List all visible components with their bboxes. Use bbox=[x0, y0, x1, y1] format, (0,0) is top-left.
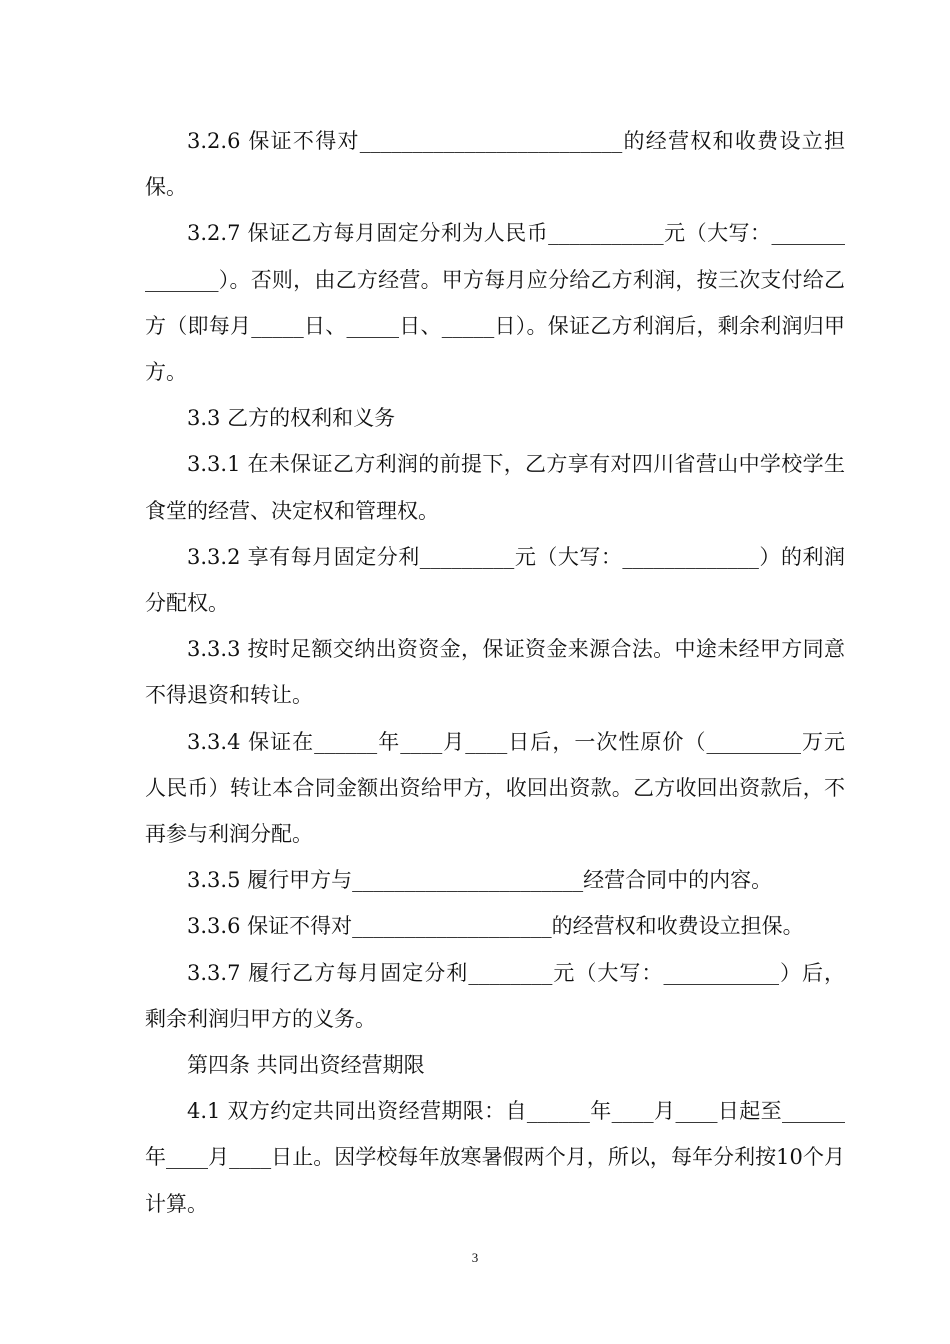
clause-3-3-2: 3.3.2 享有每月固定分利_________元（大写：_____________）的利润分配权。 bbox=[145, 544, 845, 616]
clause-3-3-5: 3.3.5 履行甲方与______________________经营合同中的内容。 bbox=[187, 868, 773, 893]
clause-3-3-4: 3.3.4 保证在______年____月____日后，一次性原价（_________万元人民币）转让本合同金额出资给甲方，收回出资款。乙方收回出资款后，不再参与利润分配。 bbox=[145, 729, 845, 847]
page-number: 3 bbox=[471, 1250, 479, 1265]
clause-3-2-6: 3.2.6 保证不得对_________________________的经营权和收费设立担保。 bbox=[145, 129, 845, 200]
clause-3-2-7: 3.2.7 保证乙方每月固定分利为人民币___________元（大写：______________）。否则，由乙方经营。甲方每月应分给乙方利润，按三次支付给乙方（即每月_____日、_____日、_____日）。保证乙方利润后，剩余利润归甲方。 bbox=[145, 221, 845, 385]
clause-3-3-3: 3.3.3 按时足额交纳出资资金，保证资金来源合法。中途未经甲方同意不得退资和转让。 bbox=[145, 637, 845, 708]
article-4-heading: 第四条 共同出资经营期限 bbox=[187, 1053, 425, 1078]
document-body bbox=[145, 118, 845, 1227]
clause-4-1: 4.1 双方约定共同出资经营期限：自______年____月____日起至______年____月____日止。因学校每年放寒暑假两个月，所以，每年分利按10个月计算。 bbox=[145, 1099, 845, 1216]
section-3-3-heading: 3.3 乙方的权利和义务 bbox=[187, 406, 396, 431]
clause-3-3-7: 3.3.7 履行乙方每月固定分利________元（大写：___________）后，剩余利润归甲方的义务。 bbox=[145, 960, 845, 1031]
clause-3-3-1: 3.3.1 在未保证乙方利润的前提下，乙方享有对四川省营山中学校学生食堂的经营、决定权和管理权。 bbox=[145, 452, 845, 523]
clause-3-3-6: 3.3.6 保证不得对___________________的经营权和收费设立担保。 bbox=[187, 914, 804, 939]
